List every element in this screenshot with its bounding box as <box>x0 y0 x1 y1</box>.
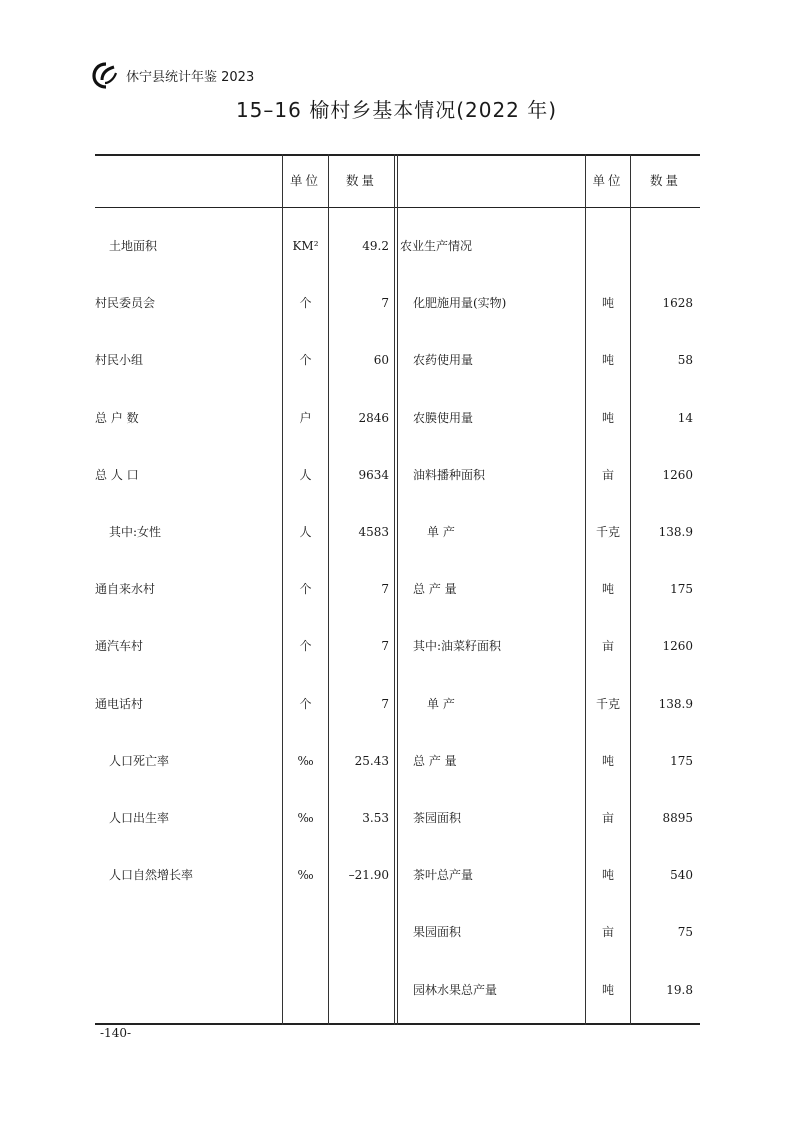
row-label: 其中:油菜籽面积 <box>413 639 502 654</box>
row-unit: 个 <box>299 639 312 654</box>
row-value: 8895 <box>662 811 693 825</box>
row-label: 村民委员会 <box>95 296 156 311</box>
header-unit-left: 单位 <box>289 173 321 188</box>
data-table <box>95 154 700 1025</box>
row-value: 75 <box>677 925 693 940</box>
row-value: 4583 <box>358 525 389 539</box>
row-label: 人口出生率 <box>109 811 170 825</box>
row-label: 油料播种面积 <box>413 467 486 482</box>
row-value: 7 <box>381 582 389 597</box>
row-value: –21.90 <box>348 868 389 883</box>
running-header <box>92 60 254 90</box>
row-unit: 个 <box>299 296 312 311</box>
col-divider <box>397 154 398 1025</box>
row-unit: 吨 <box>601 753 614 768</box>
row-value: 9634 <box>358 467 389 482</box>
row-value: 1260 <box>662 639 693 654</box>
row-value: 138.9 <box>658 525 693 539</box>
page-number: -140- <box>100 1026 132 1040</box>
row-unit: 吨 <box>601 982 614 997</box>
row-label: 园林水果总产量 <box>413 982 498 997</box>
row-label: 通汽车村 <box>95 639 144 654</box>
row-label: 通电话村 <box>95 696 144 711</box>
header-unit-right: 单位 <box>592 173 624 188</box>
row-unit: ‰ <box>297 811 314 825</box>
row-label: 人口自然增长率 <box>109 868 194 883</box>
row-label: 其中:女性 <box>109 525 162 539</box>
row-unit: KM² <box>292 239 319 253</box>
header-value-right: 数量 <box>649 173 681 188</box>
row-value: 58 <box>677 353 693 368</box>
row-unit: 吨 <box>601 353 614 368</box>
row-unit: 亩 <box>601 925 614 940</box>
row-value: 14 <box>677 410 693 425</box>
row-label: 农业生产情况 <box>400 239 473 253</box>
row-label: 人口死亡率 <box>109 753 170 768</box>
row-unit: 亩 <box>601 639 614 654</box>
col-divider <box>394 154 395 1025</box>
row-value: 1260 <box>662 467 693 482</box>
row-unit: ‰ <box>297 753 314 768</box>
row-value: 25.43 <box>354 753 389 768</box>
row-value: 2846 <box>358 410 389 425</box>
header-value-left: 数量 <box>345 173 377 188</box>
row-value: 7 <box>381 296 389 311</box>
row-label: 化肥施用量(实物) <box>413 296 507 311</box>
row-unit: 人 <box>299 525 312 539</box>
row-label: 总 产 量 <box>413 753 457 768</box>
row-value: 175 <box>670 582 693 597</box>
row-label: 农药使用量 <box>413 353 474 368</box>
row-label: 单 产 <box>427 696 455 711</box>
row-unit: 千克 <box>595 525 620 539</box>
row-unit: 吨 <box>601 410 614 425</box>
row-label: 茶叶总产量 <box>413 868 474 883</box>
row-value: 3.53 <box>362 811 389 825</box>
row-unit: 亩 <box>601 467 614 482</box>
row-unit: 个 <box>299 353 312 368</box>
row-label: 总 户 数 <box>95 410 139 425</box>
row-unit: 亩 <box>601 811 614 825</box>
row-unit: 个 <box>299 582 312 597</box>
row-unit: 人 <box>299 467 312 482</box>
row-unit: 户 <box>299 410 312 425</box>
page-title: 15–16 榆村乡基本情况(2022 年) <box>235 98 558 122</box>
row-label: 村民小组 <box>95 353 144 368</box>
row-unit: 吨 <box>601 868 614 883</box>
row-unit: 个 <box>299 696 312 711</box>
row-value: 7 <box>381 639 389 654</box>
row-label: 土地面积 <box>109 239 158 253</box>
row-value: 49.2 <box>362 239 389 253</box>
row-unit: 千克 <box>595 696 620 711</box>
yearbook-logo-icon <box>92 61 120 89</box>
book-title: 休宁县统计年鉴 2023 <box>126 69 255 85</box>
row-value: 1628 <box>662 296 693 311</box>
row-label: 果园面积 <box>413 925 462 940</box>
row-label: 农膜使用量 <box>413 410 474 425</box>
row-unit: 吨 <box>601 296 614 311</box>
row-value: 138.9 <box>658 696 693 711</box>
row-value: 60 <box>373 353 389 368</box>
row-label: 总 人 口 <box>95 467 139 482</box>
row-value: 7 <box>381 696 389 711</box>
row-unit: 吨 <box>601 582 614 597</box>
row-value: 19.8 <box>666 982 693 997</box>
row-value: 540 <box>670 868 693 883</box>
row-value: 175 <box>670 753 693 768</box>
row-label: 单 产 <box>427 525 455 539</box>
row-label: 茶园面积 <box>413 811 462 825</box>
row-label: 通自来水村 <box>95 582 156 597</box>
row-label: 总 产 量 <box>413 582 457 597</box>
row-unit: ‰ <box>297 868 314 883</box>
